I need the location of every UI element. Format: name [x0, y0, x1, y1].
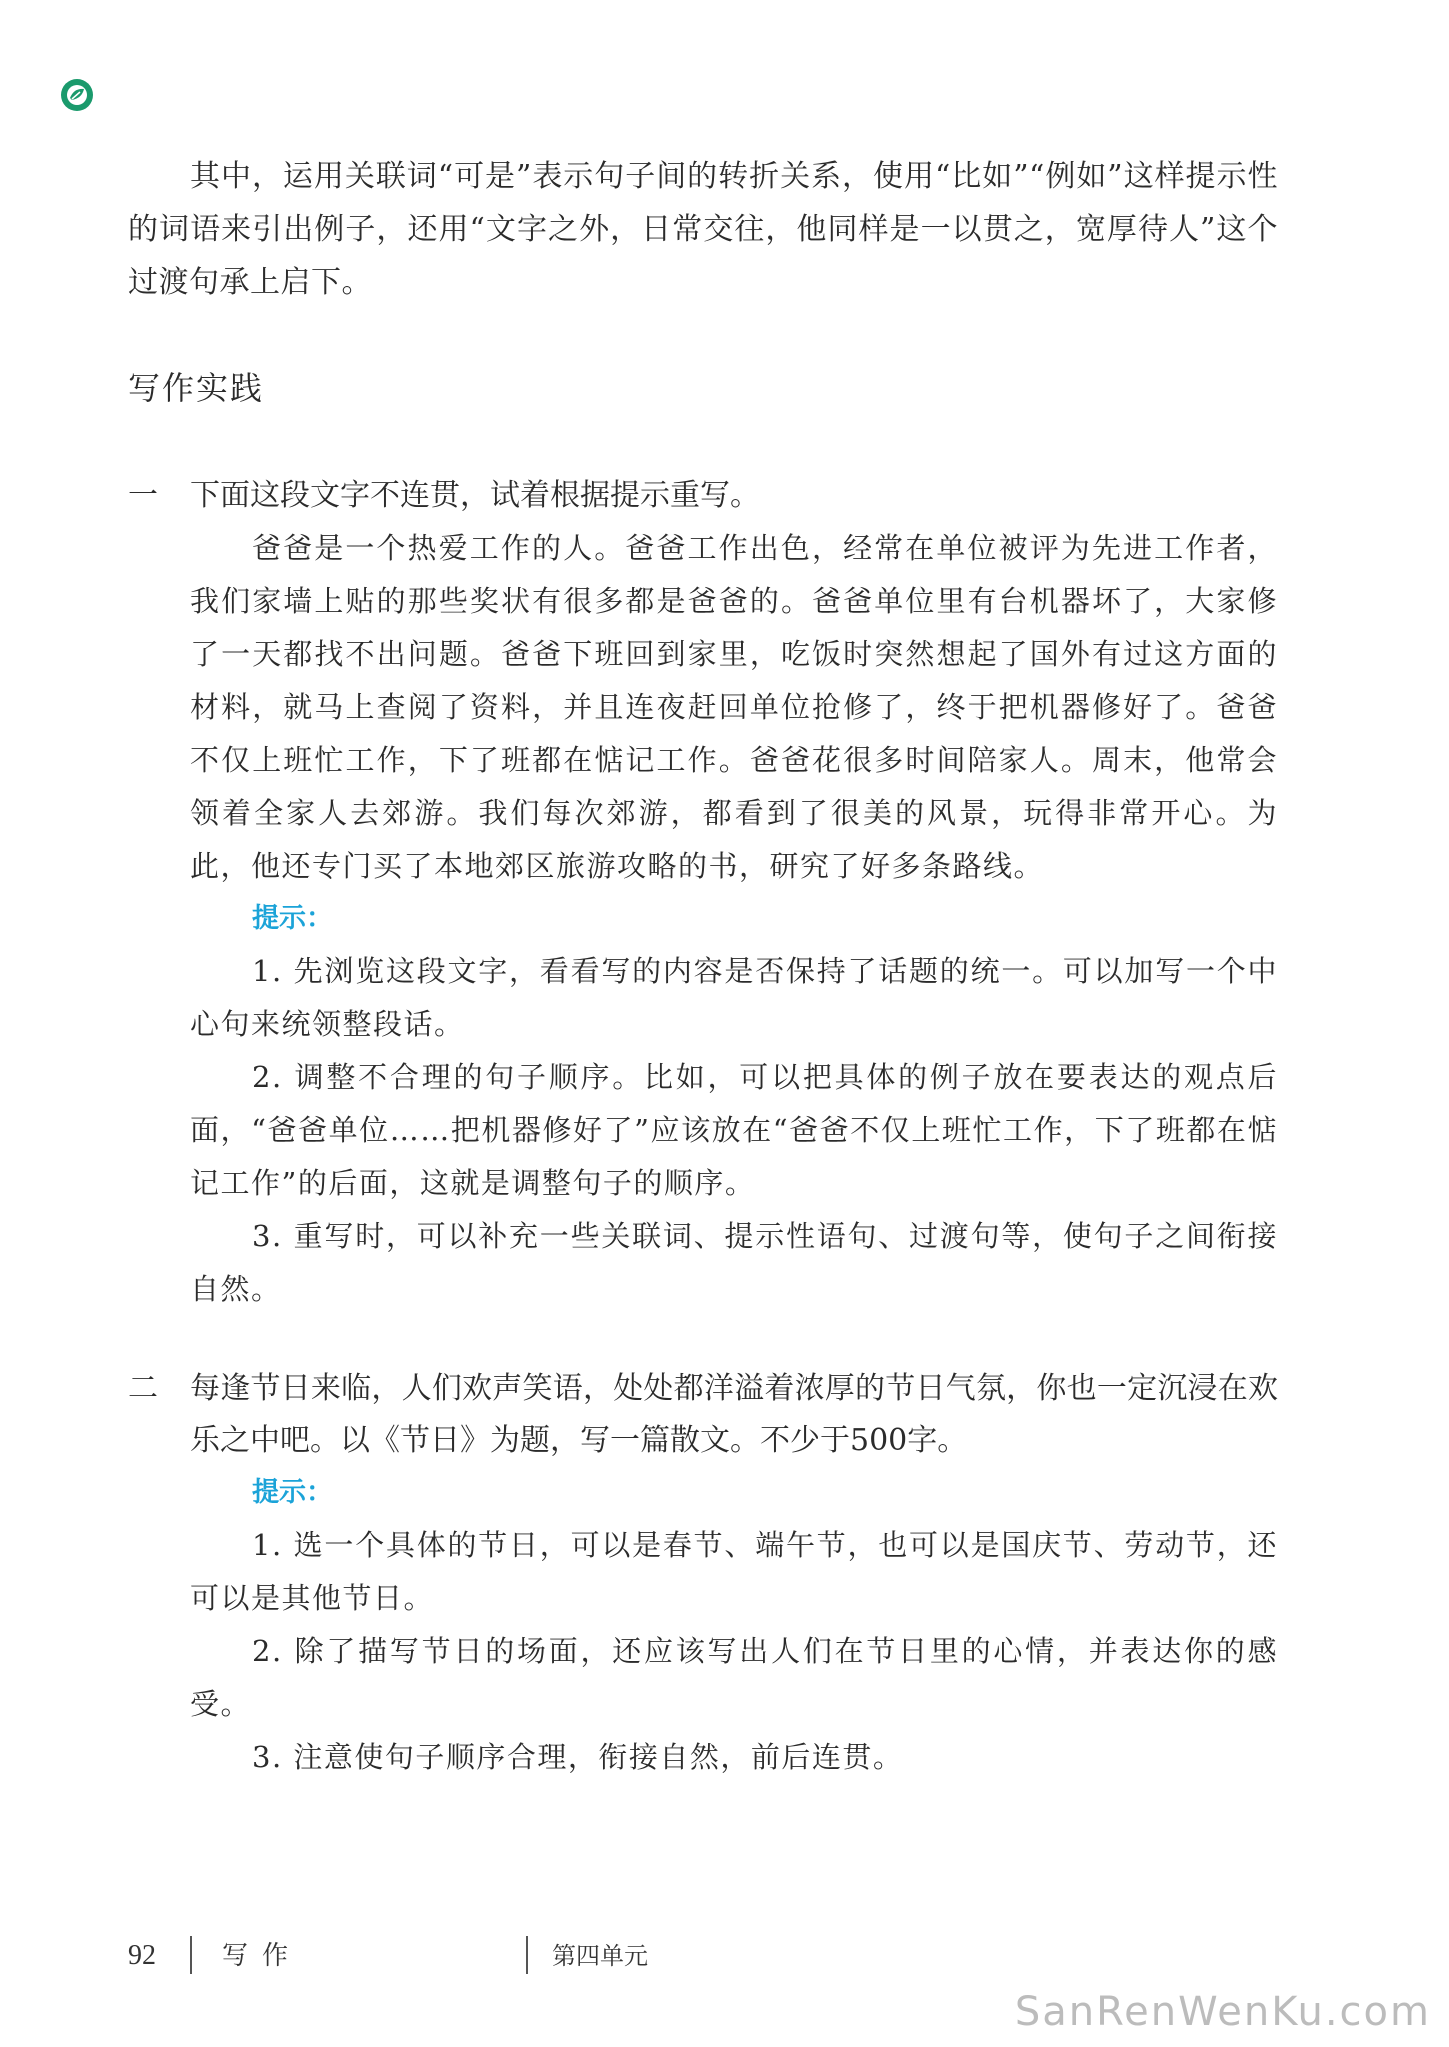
passage-text: 爸爸是一个热爱工作的人。爸爸工作出色，经常在单位被评为先进工作者，我们家墙上贴的那些奖状有很多都是爸爸的。爸爸单位里有台机器坏了，大家修了一天都找不出问题。爸爸下班回到家里，吃饭时突然想起了国外有过这方面的材料，就马上查阅了资料，并且连夜赶回单位抢修了，终于把机器修好了。爸爸不仅上班忙工作，下了班都在惦记工作。爸爸花很多时间陪家人。周末，他常会领着全家人去郊游。我们每次郊游，都看到了很美的风景，玩得非常开心。为此，他还专门买了本地郊区旅游攻略的书，研究了好多条路线。 [190, 531, 1278, 883]
tip-item: 1. 先浏览这段文字，看看写的内容是否保持了话题的统一。可以加写一个中心句来统领整段话。 [190, 954, 1278, 1041]
tip-item: 2. 除了描写节日的场面，还应该写出人们在节日里的心情，并表达你的感受。 [190, 1634, 1278, 1721]
footer-divider [526, 1936, 528, 1974]
footer-divider [190, 1936, 192, 1974]
tip-item: 2. 调整不合理的句子顺序。比如，可以把具体的例子放在要表达的观点后面，“爸爸单位……把机器修好了”应该放在“爸爸不仅上班忙工作，下了班都在惦记工作”的后面，这就是调整句子的顺序。 [190, 1060, 1278, 1200]
intro-paragraph: 其中，运用关联词“可是”表示句子间的转折关系，使用“比如”“例如”这样提示性的词语来引出例子，还用“文字之外，日常交往，他同样是一以贯之，宽厚待人”这个过渡句承上启下。 [128, 159, 1278, 300]
footer-unit-name: 第四单元 [552, 1942, 648, 1970]
item-number: 一 [128, 478, 158, 513]
tip-item: 3. 重写时，可以补充一些关联词、提示性语句、过渡句等，使句子之间衔接自然。 [190, 1219, 1278, 1306]
exercise-item-1 [128, 470, 1278, 1316]
watermark: SanRenWenKu.com [1014, 1989, 1431, 2035]
tip-item: 1. 选一个具体的节日，可以是春节、端午节，也可以是国庆节、劳动节，还可以是其他节日。 [190, 1528, 1278, 1615]
item-prompt: 每逢节日来临，人们欢声笑语，处处都洋溢着浓厚的节日气氛，你也一定沉浸在欢乐之中吧。以《节日》为题，写一篇散文。不少于500字。 [190, 1371, 1278, 1458]
tip-item: 3. 注意使句子顺序合理，衔接自然，前后连贯。 [252, 1740, 904, 1774]
footer-section-name: 写作 [222, 1941, 303, 1971]
section-title: 写作实践 [128, 369, 265, 407]
item-prompt: 下面这段文字不连贯，试着根据提示重写。 [190, 478, 760, 513]
item-number: 二 [128, 1371, 158, 1406]
exercise-item-2 [128, 1363, 1278, 1784]
tip-label: 提示： [252, 903, 333, 934]
tip-label: 提示： [252, 1477, 333, 1508]
page-number: 92 [128, 1940, 156, 1971]
leaf-logo-icon [60, 78, 94, 112]
